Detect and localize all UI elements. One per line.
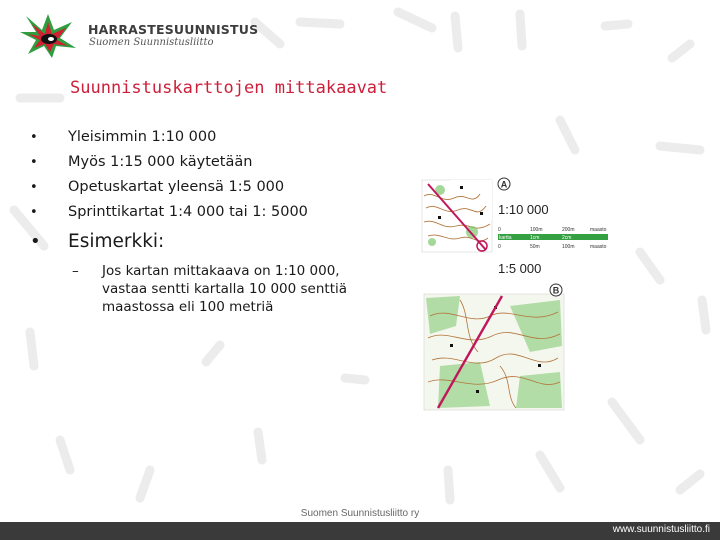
ruler-cell: maasto	[590, 227, 607, 233]
bullet-item	[30, 125, 308, 150]
ruler-cell: kartta	[499, 235, 512, 241]
website-link[interactable]: www.suunnistusliitto.fi	[612, 524, 710, 535]
scale-b-text: 1:5 000	[498, 261, 542, 276]
bullet-text: Yleisimmin 1:10 000	[68, 129, 217, 145]
ruler-cell: maasto	[590, 244, 607, 250]
bullet-item	[30, 150, 308, 175]
ruler-cell: 2cm	[562, 235, 572, 241]
sub-bullet-line: maastossa eli 100 metriä	[102, 299, 274, 315]
bullet-dot: •	[30, 180, 38, 195]
map-scale-figure	[420, 176, 620, 412]
ruler-cell: 1cm	[530, 235, 540, 241]
ruler-cell: 50m	[530, 244, 540, 250]
sub-bullet-line: vastaa sentti kartalla 10 000 senttiä	[102, 281, 348, 297]
footer-org: Suomen Suunnistusliitto ry	[300, 508, 420, 519]
ruler-cell: 100m	[562, 244, 575, 250]
ruler-cell: 100m	[530, 227, 543, 233]
bullet-text: Myös 1:15 000 käytetään	[68, 154, 253, 170]
ruler-cell: 200m	[562, 227, 575, 233]
ruler-cell: 0	[498, 227, 501, 233]
logo	[18, 12, 78, 60]
bullet-dot: •	[30, 130, 38, 145]
map-a-label: A	[500, 179, 508, 190]
ruler-cell: 0	[498, 244, 501, 250]
org-subtitle: Suomen Suunnistusliitto	[89, 37, 214, 48]
bullet-list	[30, 125, 308, 257]
map-b	[424, 284, 564, 410]
bullet-item-example	[30, 227, 308, 257]
map-a	[422, 178, 608, 252]
bullet-item	[30, 175, 308, 200]
bullet-dot: •	[30, 205, 38, 220]
bullet-text: Esimerkki:	[68, 231, 165, 252]
bullet-text: Opetuskartat yleensä 1:5 000	[68, 179, 285, 195]
org-name: HARRASTESUUNNISTUS	[88, 22, 259, 37]
bullet-dot: •	[30, 231, 41, 252]
slide-title: Suunnistuskarttojen mittakaavat	[70, 78, 388, 98]
bullet-text: Sprinttikartat 1:4 000 tai 1: 5000	[68, 204, 308, 220]
sub-bullet-dash: –	[72, 263, 79, 279]
scale-a-text: 1:10 000	[498, 202, 549, 217]
sub-bullet	[72, 262, 392, 316]
bullet-item	[30, 200, 308, 225]
bullet-dot: •	[30, 155, 38, 170]
scale-ruler	[498, 227, 608, 250]
sub-bullet-line: Jos kartan mittakaava on 1:10 000,	[102, 263, 340, 279]
map-b-label: B	[552, 285, 560, 296]
